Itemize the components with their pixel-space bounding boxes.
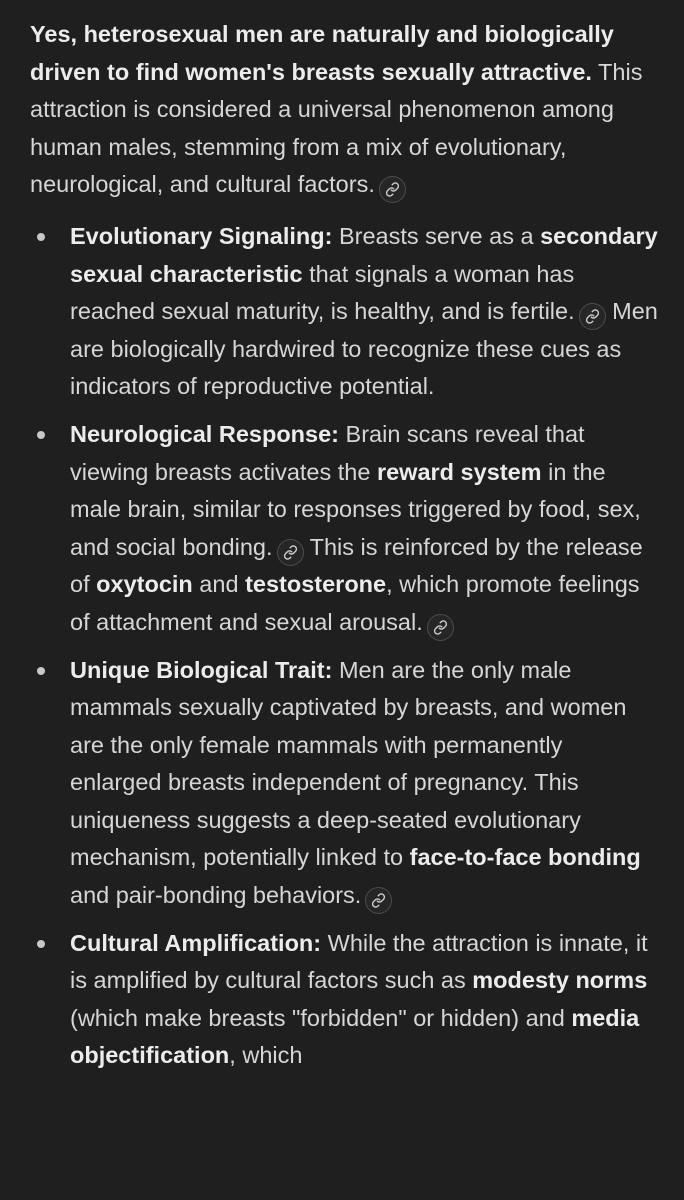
bullet-text: This is reinforced by the release of [70,533,643,598]
citation-link-button[interactable] [365,887,392,914]
bullet-text: Breasts serve as a [332,222,541,249]
bullet-text: While the attraction is innate, it is amplified by cultural factors such as [70,929,648,994]
intro-text: This attraction is considered a universal phenomenon among human males, stemming from a mix of evolutionary, neurological, and cultural factors. [30,58,643,198]
response-content [30,16,660,1085]
list-item [30,416,660,642]
bullet-list [30,218,660,1075]
bullet-text: (which make breasts "forbidden" or hidden) and [70,1004,572,1031]
bullet-bold-term: testosterone [245,571,387,598]
citation-link-button[interactable] [427,614,454,641]
list-item [30,218,660,406]
bullet-bold-term: modesty norms [472,967,648,994]
bullet-dot [37,233,45,241]
bullet-title: Unique Biological Trait: [70,656,333,683]
link-icon [585,309,600,324]
bullet-title: Evolutionary Signaling: [70,222,333,249]
bullet-text: , which promote feelings of attachment and sexual arousal. [70,571,640,635]
link-icon [283,545,298,560]
list-item [30,925,660,1075]
bullet-text: that signals a woman has reached sexual maturity, is healthy, and is fertile. [70,260,575,325]
citation-link-button[interactable] [277,539,304,566]
bullet-bold-term: face-to-face bonding [409,844,641,871]
bullet-text: Men are biologically hardwired to recognize these cues as indicators of reproductive potential. [70,298,658,400]
intro-paragraph [30,16,660,204]
bullet-dot [37,667,45,675]
intro-lead-bold: Yes, heterosexual men are naturally and biologically driven to find women's breasts sexually attractive. [30,21,614,85]
bullet-text: , which [229,1042,303,1069]
bullet-text: and pair-bonding behaviors. [70,882,362,909]
bullet-title: Cultural Amplification: [70,929,322,956]
bullet-text: in the male brain, similar to responses triggered by food, sex, and social bonding. [70,458,641,560]
bullet-title: Neurological Response: [70,420,339,447]
bullet-text: and [192,571,246,598]
citation-link-button[interactable] [379,176,406,203]
link-icon [385,182,400,197]
bullet-dot [37,940,45,948]
citation-link-button[interactable] [579,303,606,330]
bullet-bold-term: reward system [376,458,542,485]
bullet-text: Brain scans reveal that viewing breasts activates the [70,420,585,485]
bullet-text: Men are the only male mammals sexually captivated by breasts, and women are the only female mammals with permanently enlarged breasts independent of pregnancy. This uniqueness suggests a deep-seated evolutionary mechanism, potentially linked to [70,656,627,871]
bullet-bold-term: secondary sexual characteristic [70,222,658,287]
bullet-dot [37,431,45,439]
bullet-bold-term: media objectification [70,1004,640,1069]
link-icon [371,893,386,908]
bullet-bold-term: oxytocin [96,571,193,598]
list-item [30,652,660,915]
link-icon [433,620,448,635]
